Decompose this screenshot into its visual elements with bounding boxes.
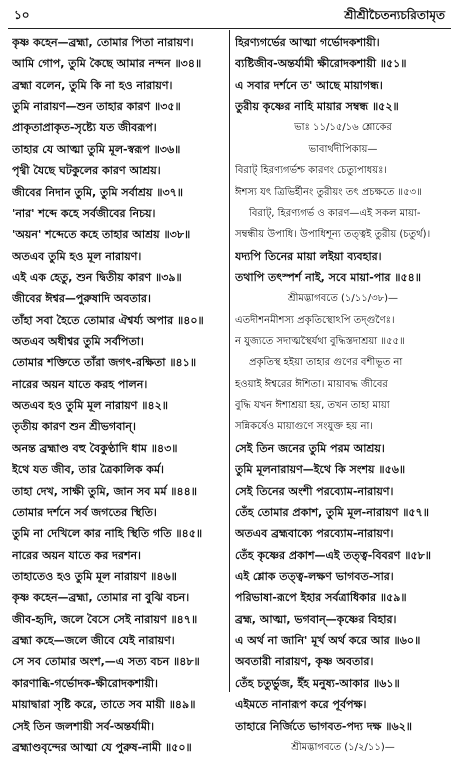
right-line: তেঁহ চতুর্ভুজ, ইঁহ মনুষ্য-আকার ॥৬১॥ [235, 676, 400, 690]
right-line: তেঁহ কৃষ্ণের প্রকাশ—এই তত্ত্ব-বিবরণ ॥৫৮॥ [235, 548, 431, 562]
right-line: তথাপি তৎস্পর্শ নাই, সবে মায়া-পার ॥৫৪॥ [235, 270, 422, 284]
left-line: তুমি না দেখিলে কার নাহি স্থিতি গতি ॥৪৫॥ [12, 527, 203, 541]
left-line: তুমি নারায়ণ—শুন তাহার কারণ ॥৩৫॥ [12, 100, 181, 114]
right-line: ব্রহ্ম, আত্মা, ভগবান্—কৃষ্ণের বিহার। [235, 612, 397, 626]
left-line: তাহা দেখ, সাক্ষী তুমি, জান সব মর্ম ॥৪৪॥ [12, 484, 197, 498]
right-line: তেঁহ তোমার প্রকাশ, তুমি মূল-নারায়ণ ॥৫৭॥ [235, 505, 429, 519]
page-header [8, 4, 451, 24]
left-line: নারের অয়ন যাতে কর দরশন। [12, 548, 141, 562]
right-line: বিরাট্, হিরণ্যগর্ভ ও কারণ—এই সকল মায়া- [249, 207, 421, 219]
left-line: জীবের ঈশ্বর—পুরুষাদি অবতার। [12, 292, 151, 306]
left-line: সে সব তোমার অংশ,—এ সত্য বচন ॥৪৮॥ [12, 655, 200, 669]
right-line: ব্যষ্টিজীব-অন্তর্যামী ক্ষীরোদকশায়ী ॥৫১॥ [235, 57, 407, 71]
left-line: আমি গোপ, তুমি কৈছে আমার নন্দন ॥৩৪॥ [12, 57, 202, 71]
right-line: হওয়াই ঈশ্বরের ঈশিতা। মায়াবদ্ধ জীবের [235, 378, 388, 390]
left-line: কারণাব্ধি-গর্ভোদক-ক্ষীরোদকশায়ী। [12, 676, 158, 690]
left-line: তাহার যে আত্মা তুমি মূল-স্বরূপ ॥৩৬॥ [12, 142, 181, 156]
left-line: তৃতীয় কারণ শুন শ্রীভগবান্। [12, 420, 136, 434]
left-line: নারের অয়ন যাতে করহ পালন। [12, 377, 148, 391]
left-line: অতএব অধীশ্বর তুমি সর্বপিতা। [12, 335, 144, 349]
left-line: তোমার দর্শনে সর্ব জগতের স্থিতি। [12, 505, 157, 519]
right-line: সম্বন্ধীয় উপাধি। উপাধিশূন্য তত্ত্বই তুরীয় (চতুর্থ)। [235, 229, 431, 241]
right-line: সেই তিন জনের তুমি পরম আশ্রয়। [235, 441, 385, 455]
left-line: এই এক হেতু, শুন দ্বিতীয় কারণ ॥৩৯॥ [12, 270, 182, 284]
right-line: ঈশস্য যৎ ত্রিভির্হীনং তুরীয়ং তৎ প্রচক্ষতে ॥৫৩॥ [235, 186, 422, 198]
right-line: বুদ্ধি যখন ঈশাশ্রয়া হয়, তখন তাহা মায়া [235, 400, 390, 412]
right-line: বিরাট্ হিরণ্যগর্ভশ্চ কারণং চেত্যুপাধয়ঃ। [235, 165, 388, 177]
right-line: শ্রীমদ্ভাগবতে (১/২/১১)— [291, 741, 395, 753]
right-line: প্রকৃতিস্থ হইয়া তাহার গুণের বশীভূত না [249, 357, 403, 369]
left-line: কৃষ্ণ কহেন—ব্রহ্মা, তোমার না বুঝি বচন। [12, 591, 190, 605]
running-title: শ্রীশ্রীচৈতন্যচরিতামৃত [344, 8, 445, 22]
right-line: এ অর্থ না জানি' মূর্খ অর্থ করে আর ॥৬০॥ [235, 634, 421, 648]
right-line: তুমি মূলনারায়ণ—ইথে কি সংশয় ॥৫৬॥ [235, 463, 406, 477]
right-line: ভাবার্থদীপিকায়— [308, 143, 378, 155]
right-line: এ সবার দর্শনে ত' আছে মায়াগন্ধ। [235, 78, 383, 92]
right-column [235, 32, 451, 758]
left-line: মায়াদ্বারা সৃষ্টি করে, তাতে সব মায়ী ॥৪৯॥ [12, 698, 196, 712]
right-line: তাহারে নির্জিতে ভাগবত-পদ্য দক্ষ ॥৬২॥ [235, 719, 412, 733]
page-number: ১০ [14, 8, 30, 22]
left-line: তাহাতেও হও তুমি মূল নারায়ণ ॥৪৬॥ [12, 569, 177, 583]
left-line: ইথে যত জীব, তার ত্রৈকালিক কর্ম। [12, 463, 164, 477]
right-line: এই শ্লোক তত্ত্ব-লক্ষণ ভাগবত-সার। [235, 569, 394, 583]
right-line: অতএব ব্রহ্মবাক্যে পরব্যোম-নারায়ণ। [235, 527, 394, 541]
left-line: প্রাকৃতাপ্রাকৃত-সৃষ্ট্যে যত জীবরূপ। [12, 121, 157, 135]
right-line: এতদীশনমীশস্য প্রকৃতিস্থোঽপি তদ্গুণৈঃ। [235, 314, 395, 326]
right-line: পরিভাষা-রূপে ইহার সর্বত্রাধিকার ॥৫৯॥ [235, 591, 407, 605]
column-divider [229, 30, 230, 692]
left-line: ব্রহ্মা কহে—জলে জীবে যেই নারায়ণ। [12, 634, 175, 648]
right-line: এইমতে নানারূপ করে পূর্বপক্ষ। [235, 698, 367, 712]
left-line: পৃথ্বী যৈছে ঘটকুলের কারণ আশ্রয়। [12, 164, 161, 178]
left-line: তাঁহা সবা হৈতে তোমার ঐশ্বর্য্য অপার ॥৪০॥ [12, 313, 204, 327]
left-line: অতএব তুমি হও মূল নারায়ণ। [12, 249, 142, 263]
left-column [12, 32, 224, 758]
left-line: অতএব হও তুমি মূল নারায়ণ ॥৪২॥ [12, 399, 168, 413]
left-line: অনন্ত ব্রহ্মাণ্ড বহু বৈকুণ্ঠাদি ধাম ॥৪৩॥ [12, 441, 178, 455]
header-rule [8, 28, 451, 29]
left-line: 'নার' শব্দে কহে সর্বজীবের নিচয়। [12, 206, 156, 220]
left-line: ব্রহ্মা বলেন, তুমি কি না হও নারায়ণ। [12, 78, 173, 92]
right-line: যদ্যপি তিনের মায়া লইয়া ব্যবহার। [235, 249, 382, 263]
right-line: তুরীয় কৃষ্ণের নাহি মায়ার সম্বন্ধ ॥৫২॥ [235, 100, 399, 114]
left-line: 'অয়ন' শব্দেতে কহে তাহার আশ্রয় ॥৩৮॥ [12, 228, 191, 242]
right-line: ভাঃ ১১/১৫/১৬ শ্লোকের [294, 122, 392, 134]
right-line: সন্নিকর্ষেও মায়াগুণে সংযুক্ত হয় না। [235, 421, 373, 433]
left-line: ব্রহ্মাণ্ডবৃন্দের আত্মা যে পুরুষ-নামী ॥৫০॥ [12, 740, 192, 754]
right-line: অবতারী নারায়ণ, কৃষ্ণ অবতার। [235, 655, 374, 669]
left-line: সেই তিন জলশায়ী সর্ব-অন্তর্যামী। [12, 719, 155, 733]
right-line: সেই তিনের অংশী পরব্যোম-নারায়ণ। [235, 484, 394, 498]
right-line: হিরণ্যগর্ভের আত্মা গর্ভোদকশায়ী। [235, 36, 380, 49]
right-line: ন যুজ্যতে সদাত্মস্থৈর্যথা বুদ্ধিস্তদাশ্রয়া ॥৫৫॥ [235, 336, 405, 348]
left-line: জীব-হৃদি, জলে বৈসে সেই নারায়ণ ॥৪৭॥ [12, 612, 198, 626]
left-line: জীবের নিদান তুমি, তুমি সর্বাশ্রয় ॥৩৭॥ [12, 185, 183, 199]
left-line: কৃষ্ণ কহেন—ব্রহ্মা, তোমার পিতা নারায়ণ। [12, 36, 194, 49]
left-line: তোমার শক্তিতে তাঁরা জগৎ-রক্ষিতা ॥৪১॥ [12, 356, 197, 370]
right-line: শ্রীমদ্ভাগবতে (১/১১/৩৮)— [287, 293, 399, 305]
